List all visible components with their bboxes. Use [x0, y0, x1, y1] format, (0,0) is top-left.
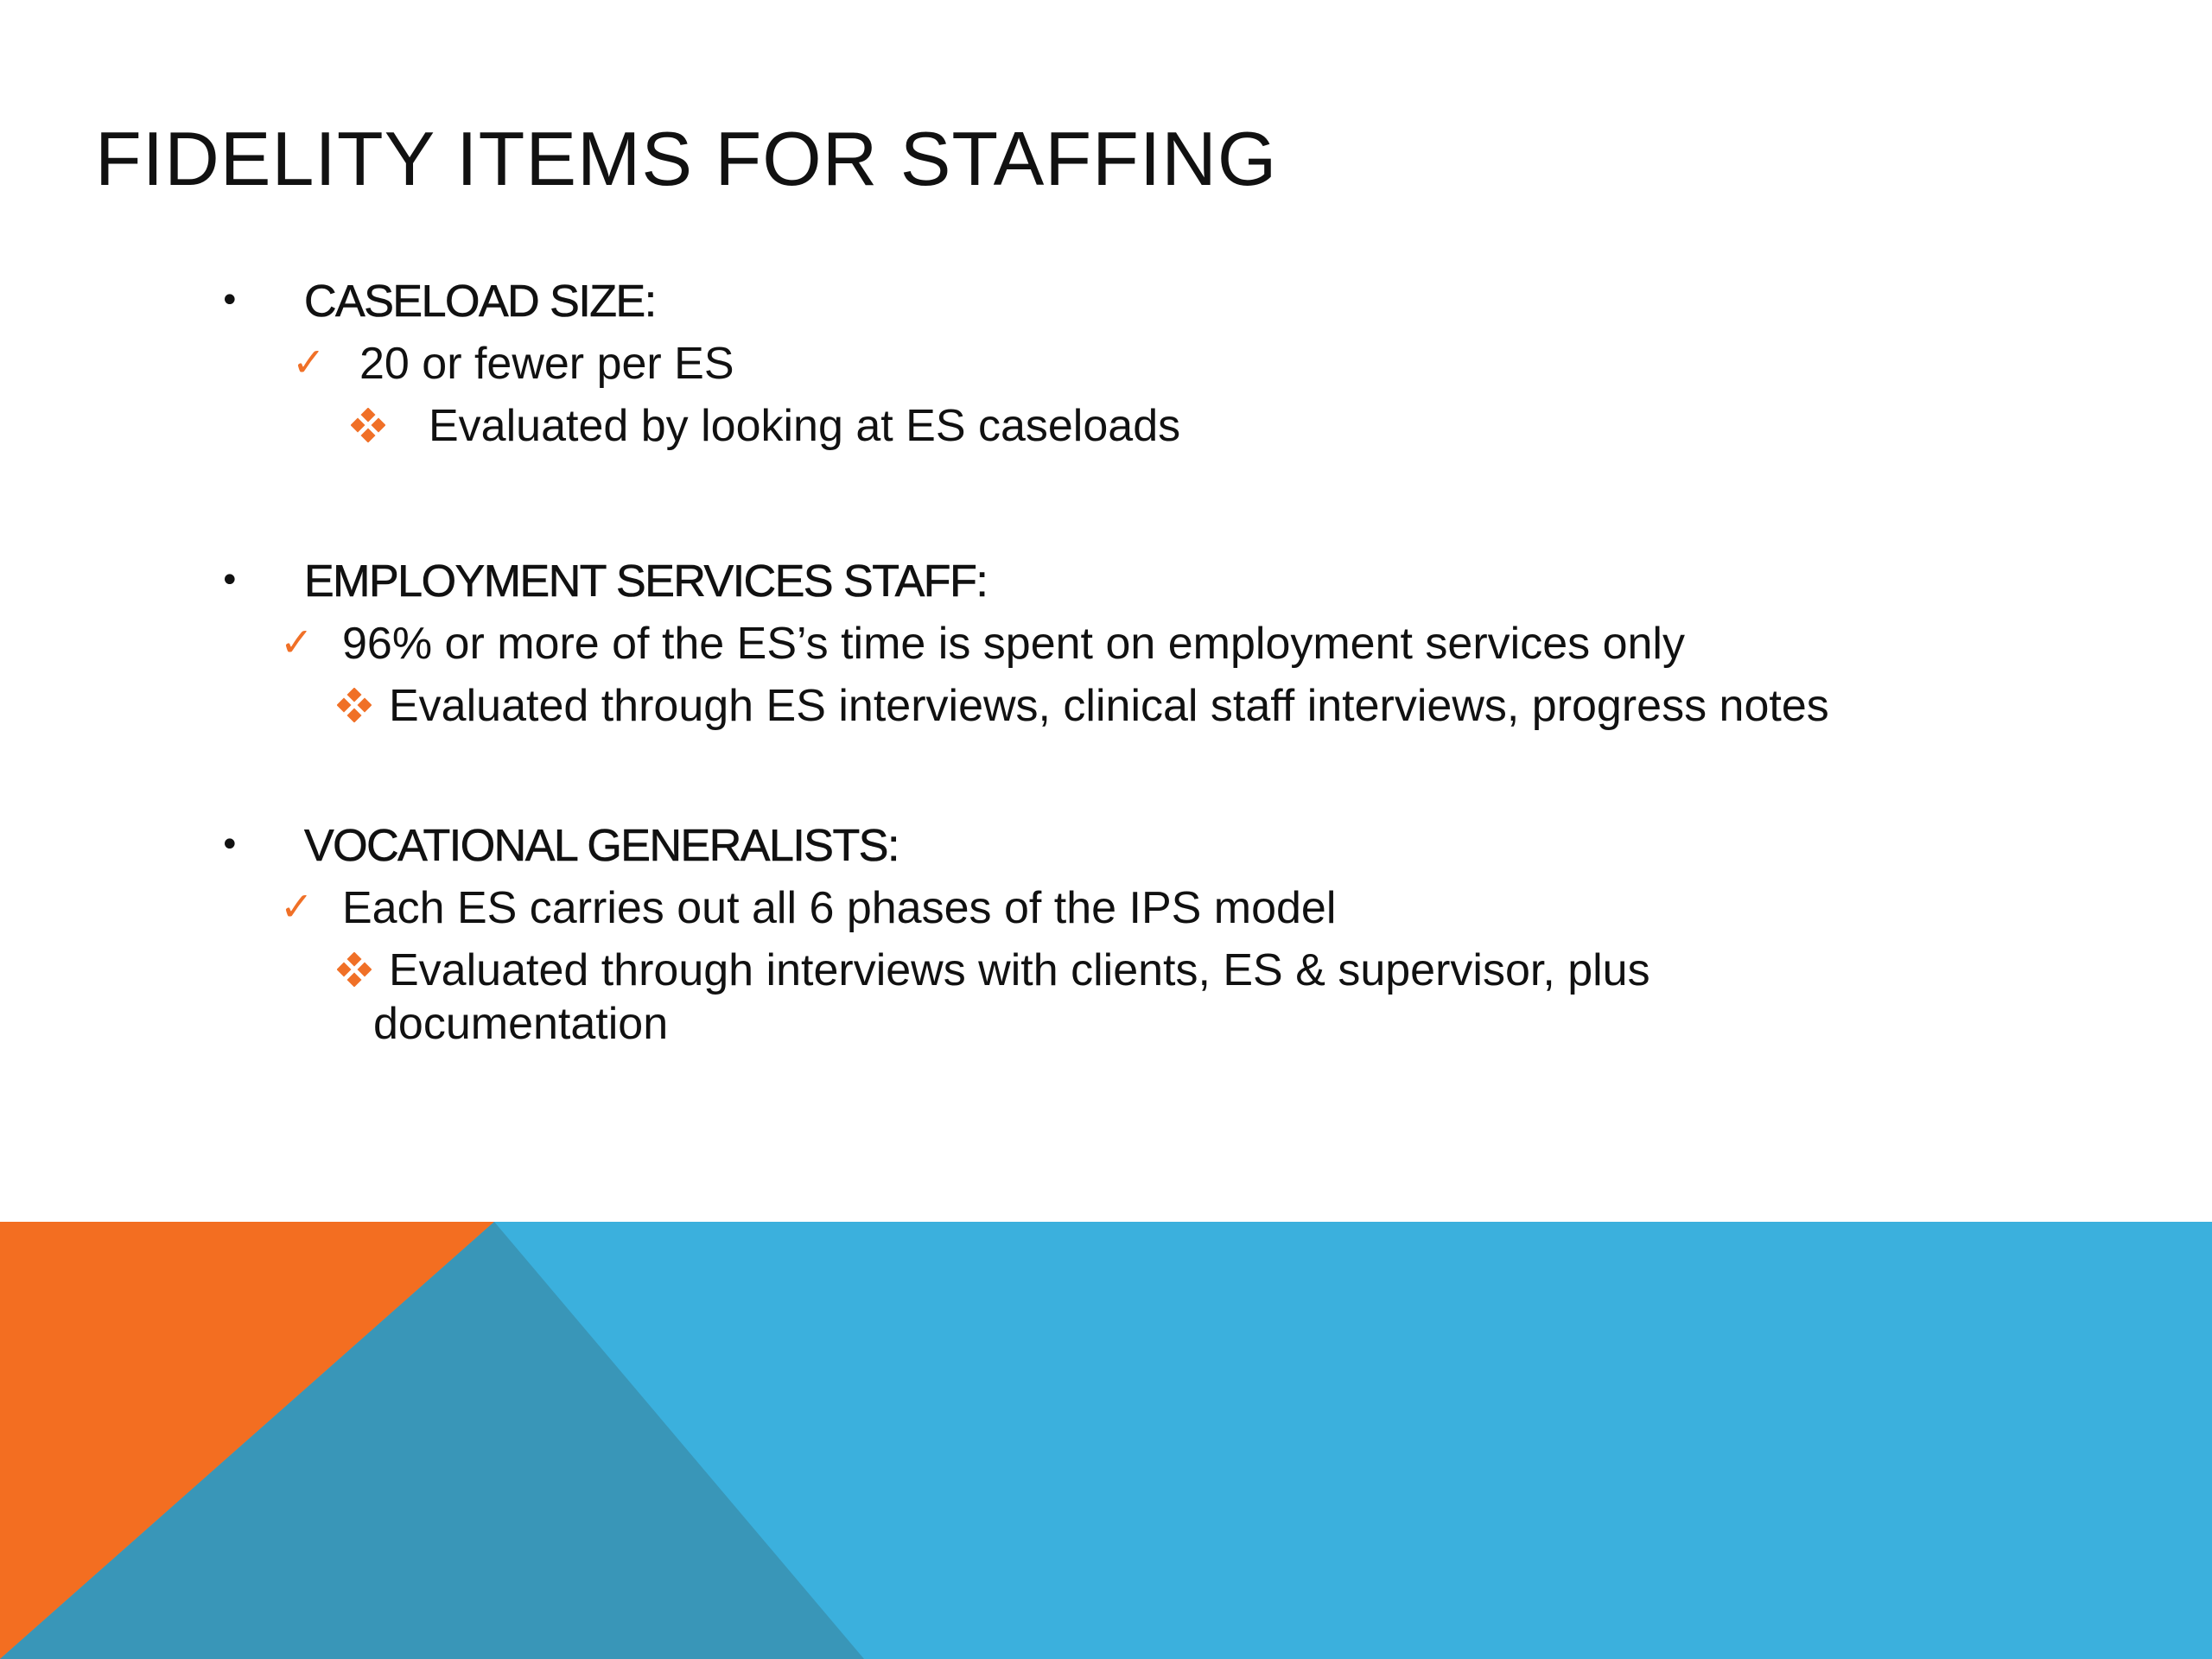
bullet-dot-icon: • [219, 825, 240, 865]
footer-decoration [0, 1222, 2212, 1659]
bullet-dot-icon: • [219, 561, 240, 601]
sub-item-vocational-generalists-line2: documentation [373, 999, 669, 1049]
check-item-caseload: 20 or fewer per ES [359, 339, 734, 389]
section-heading-caseload: CASELOAD SIZE: [304, 276, 656, 327]
slide-title: FIDELITY ITEMS FOR STAFFING [95, 116, 1278, 201]
section-heading-vocational-generalists: VOCATIONAL GENERALISTS: [304, 821, 899, 871]
four-diamond-icon [337, 952, 372, 987]
section-heading-employment-staff: EMPLOYMENT SERVICES STAFF: [304, 556, 988, 607]
bullet-dot-icon: • [219, 281, 240, 321]
checkmark-icon: ✓ [280, 883, 314, 930]
four-diamond-icon [337, 688, 372, 722]
sub-item-vocational-generalists-line1: Evaluated through interviews with clients, ES & supervisor, plus [389, 945, 1650, 995]
checkmark-icon: ✓ [280, 619, 314, 665]
four-diamond-icon [351, 408, 385, 442]
sub-item-employment-staff: Evaluated through ES interviews, clinical staff interviews, progress notes [389, 681, 1829, 731]
checkmark-icon: ✓ [292, 339, 326, 385]
sub-item-caseload: Evaluated by looking at ES caseloads [429, 401, 1181, 451]
check-item-employment-staff: 96% or more of the ES’s time is spent on employment services only [342, 619, 1685, 669]
check-item-vocational-generalists: Each ES carries out all 6 phases of the IPS model [342, 883, 1337, 933]
